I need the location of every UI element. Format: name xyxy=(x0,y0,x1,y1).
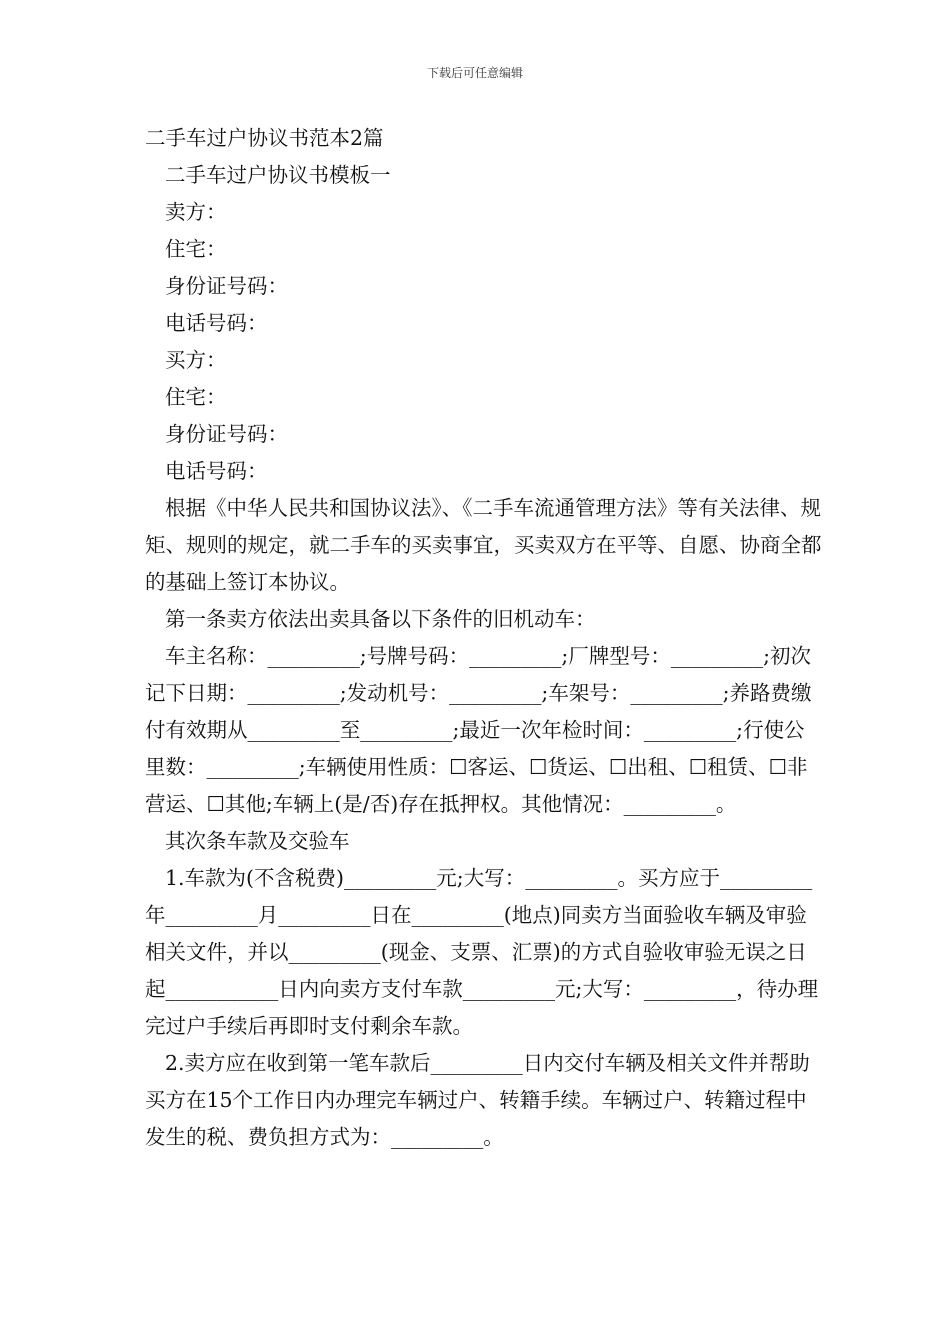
article2-heading: 其次条车款及交验车 xyxy=(165,829,350,853)
article1-heading: 第一条卖方依法出卖具备以下条件的旧机动车： xyxy=(165,607,596,631)
buyer-id-label: 身份证号码： xyxy=(165,422,288,446)
seller-id-label: 身份证号码： xyxy=(165,274,288,298)
intro-paragraph: 根据《中华人民共和国协议法》、《二手车流通管理方法》等有关法律、规矩、规则的规定，就二手车的买卖事宜，买卖双方在平等、自愿、协商全都的基础上签订本协议。 xyxy=(145,496,822,594)
buyer-phone-label: 电话号码： xyxy=(165,459,268,483)
article1-body: 车主名称：_________;号牌号码：_________;厂牌型号：_________;初次记下日期：_________;发动机号：_________;车架号：_________;养路费缴付有效期从_________至_________;最近一次年检时间：_________;行使公里数：_________;车辆使用性质：☐客运、☐货运、☐出租、☐租赁、☐非营运、☐其他;车辆上(是/否)存在抵押权。其他情况：_________。 xyxy=(145,644,812,816)
buyer-label: 买方： xyxy=(165,348,227,372)
seller-address-label: 住宅： xyxy=(165,237,227,261)
seller-phone-label: 电话号码： xyxy=(165,311,268,335)
document-subtitle: 二手车过户协议书模板一 xyxy=(165,163,391,187)
page-header-note: 下载后可任意编辑 xyxy=(426,66,523,80)
clause-2: 2.卖方应在收到第一笔车款后_________日内交付车辆及相关文件并帮助买方在15个工作日内办理完车辆过户、转籍手续。车辆过户、转籍过程中发生的税、费负担方式为：_________。 xyxy=(145,1051,810,1149)
seller-label: 卖方： xyxy=(165,200,227,224)
clause-1: 1.车款为(不含税费)_________元;大写：_________。买方应于_________年_________月_________日在_________(地点)同卖方当面验收车辆及审验相关文件，并以_________(现金、支票、汇票)的方式自验收审验无误之日起___________日内向卖方支付车款_________元;大写：_________，待办理完过户手续后再即时支付剩余车款。 xyxy=(145,866,819,1038)
buyer-address-label: 住宅： xyxy=(165,385,227,409)
document-body xyxy=(145,120,823,1156)
document-title: 二手车过户协议书范本2篇 xyxy=(145,126,384,150)
